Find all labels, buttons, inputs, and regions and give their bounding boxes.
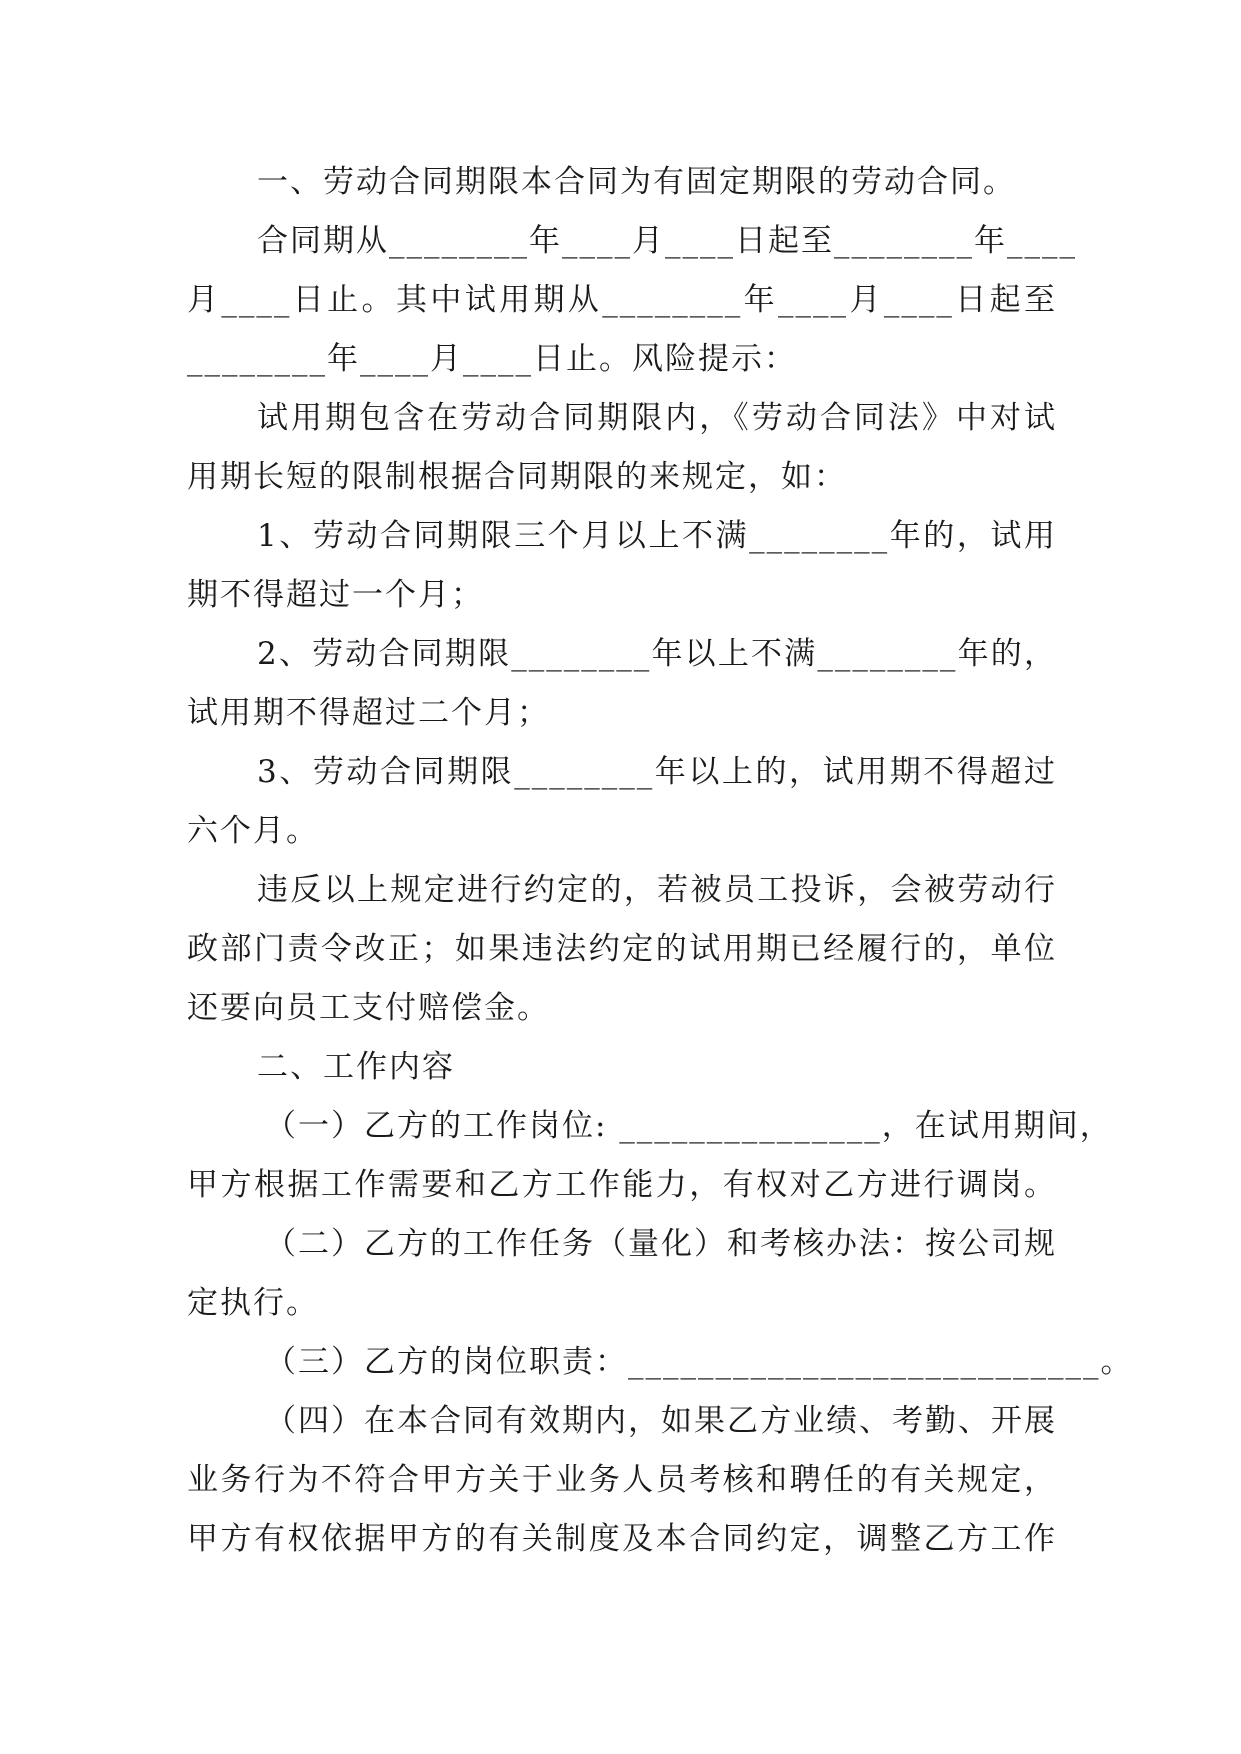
list-item-line: 2、劳动合同期限________年以上不满________年的， bbox=[257, 636, 1057, 672]
paragraph-line: 用期长短的限制根据合同期限的来规定，如： bbox=[187, 459, 847, 495]
paragraph-line: 政部门责令改正；如果违法约定的试用期已经履行的，单位 bbox=[187, 931, 1057, 967]
clause-line: 定执行。 bbox=[187, 1285, 319, 1321]
paragraph-line: 月____日止。其中试用期从________年____月____日起至 bbox=[187, 282, 1057, 318]
list-item-line: 3、劳动合同期限________年以上的，试用期不得超过 bbox=[257, 754, 1057, 790]
section-heading-work-content: 二、工作内容 bbox=[257, 1049, 455, 1085]
clause-line: 甲方根据工作需要和乙方工作能力，有权对乙方进行调岗。 bbox=[187, 1167, 1057, 1203]
section-heading-contract-term: 一、劳动合同期限本合同为有固定期限的劳动合同。 bbox=[257, 164, 1016, 200]
paragraph-line: 还要向员工支付赔偿金。 bbox=[187, 990, 550, 1026]
clause-line: （二）乙方的工作任务（量化）和考核办法：按公司规 bbox=[265, 1226, 1057, 1262]
list-item-line: 1、劳动合同期限三个月以上不满________年的，试用 bbox=[257, 518, 1057, 554]
paragraph-line: 合同期从________年____月____日起至________年____ bbox=[257, 223, 1077, 259]
list-item-line: 六个月。 bbox=[187, 813, 319, 849]
clause-line: 业务行为不符合甲方关于业务人员考核和聘任的有关规定， bbox=[187, 1462, 1057, 1498]
clause-line: （三）乙方的岗位职责：___________________________。 bbox=[265, 1344, 1134, 1380]
paragraph-line: 违反以上规定进行约定的，若被员工投诉，会被劳动行 bbox=[257, 872, 1057, 908]
paragraph-line: 试用期包含在劳动合同期限内，《劳动合同法》中对试 bbox=[257, 400, 1057, 436]
list-item-line: 试用期不得超过二个月； bbox=[187, 695, 550, 731]
list-item-line: 期不得超过一个月； bbox=[187, 577, 484, 613]
paragraph-line: ________年____月____日止。风险提示： bbox=[187, 341, 797, 377]
contract-body bbox=[187, 153, 1134, 1569]
clause-line: （四）在本合同有效期内，如果乙方业绩、考勤、开展 bbox=[265, 1403, 1057, 1439]
clause-line: 甲方有权依据甲方的有关制度及本合同约定，调整乙方工作 bbox=[187, 1521, 1057, 1557]
clause-line: （一）乙方的工作岗位: _______________，在试用期间， bbox=[265, 1108, 1113, 1144]
